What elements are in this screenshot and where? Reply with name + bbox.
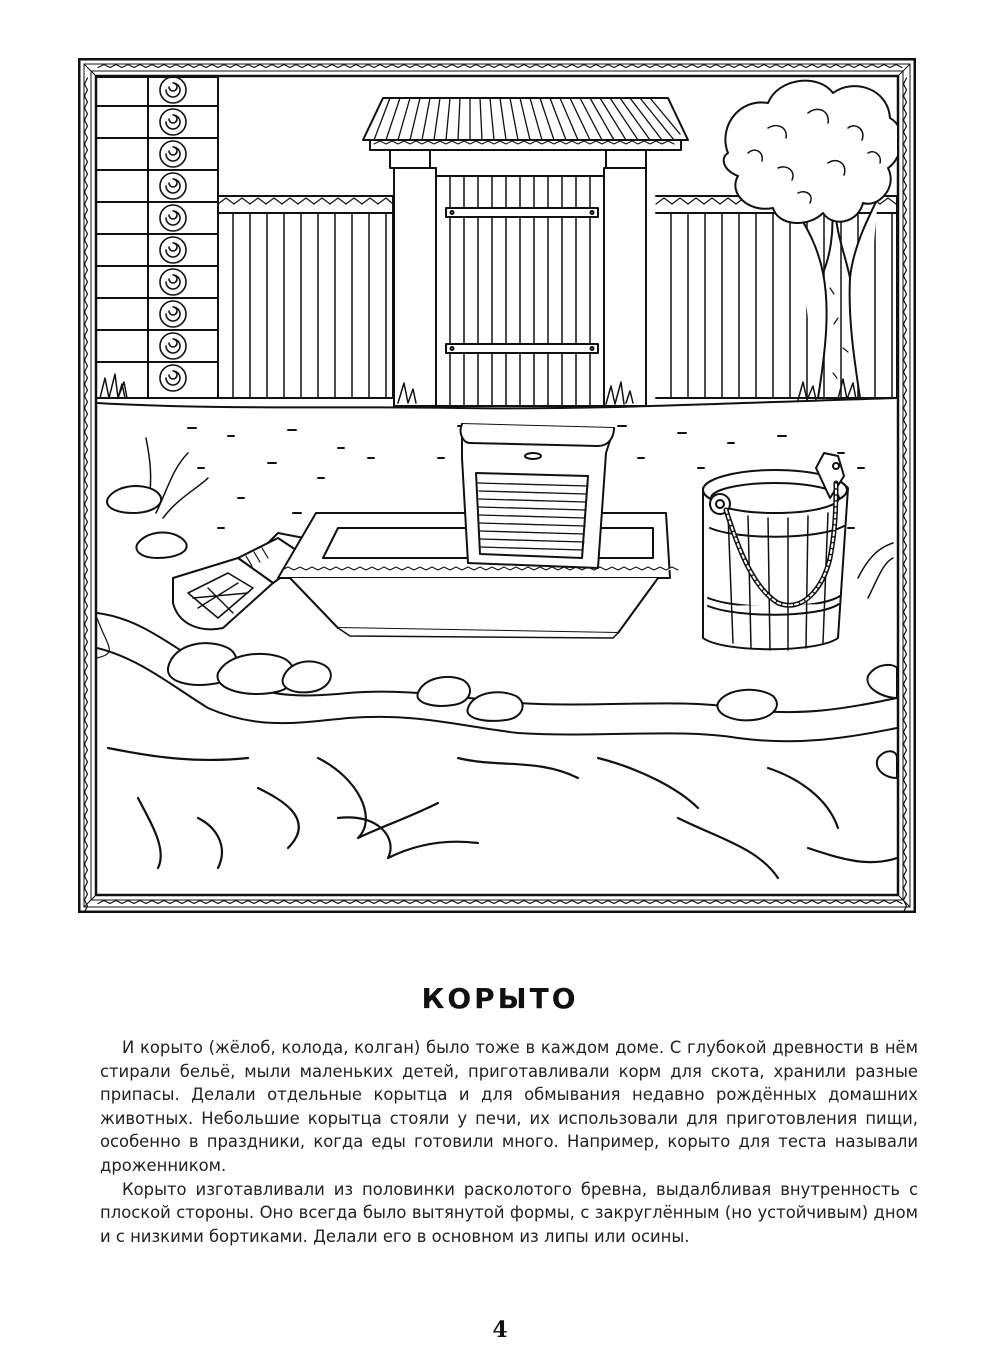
roofed-gate	[363, 98, 688, 406]
article-body	[100, 1036, 918, 1248]
log-house-wall	[97, 77, 218, 398]
page-title: КОРЫТО	[421, 982, 579, 1015]
wooden-bucket	[703, 453, 848, 650]
paragraph: Корыто изготавливали из половинки расколотого бревна, выдалбливая внутренность с плоской стороны. Оно всегда было вытянутой формы, с закруглённым (но устойчивым) дном и с низкими бортиками. Делали его в основном из липы или осины.	[100, 1179, 918, 1246]
page-number: 4	[492, 1317, 508, 1343]
coloring-illustration	[78, 58, 916, 913]
rolling-pin-beater	[173, 533, 308, 629]
washboard	[461, 424, 614, 568]
stream	[108, 748, 897, 878]
paragraph: И корыто (жёлоб, колода, колган) было тоже в каждом доме. С глубокой древности в нём стирали бельё, мыли маленьких детей, приготавливали корм для скота, хранили разные припасы. Делали отдельные корытца и для обмывания недавно рождённых домашних животных. Небольшие корытца стояли у печи, их использовали для приготовления пищи, особенно в праздники, когда еды готовили много. Например, корыто для теста называли дроженником.	[100, 1038, 918, 1175]
